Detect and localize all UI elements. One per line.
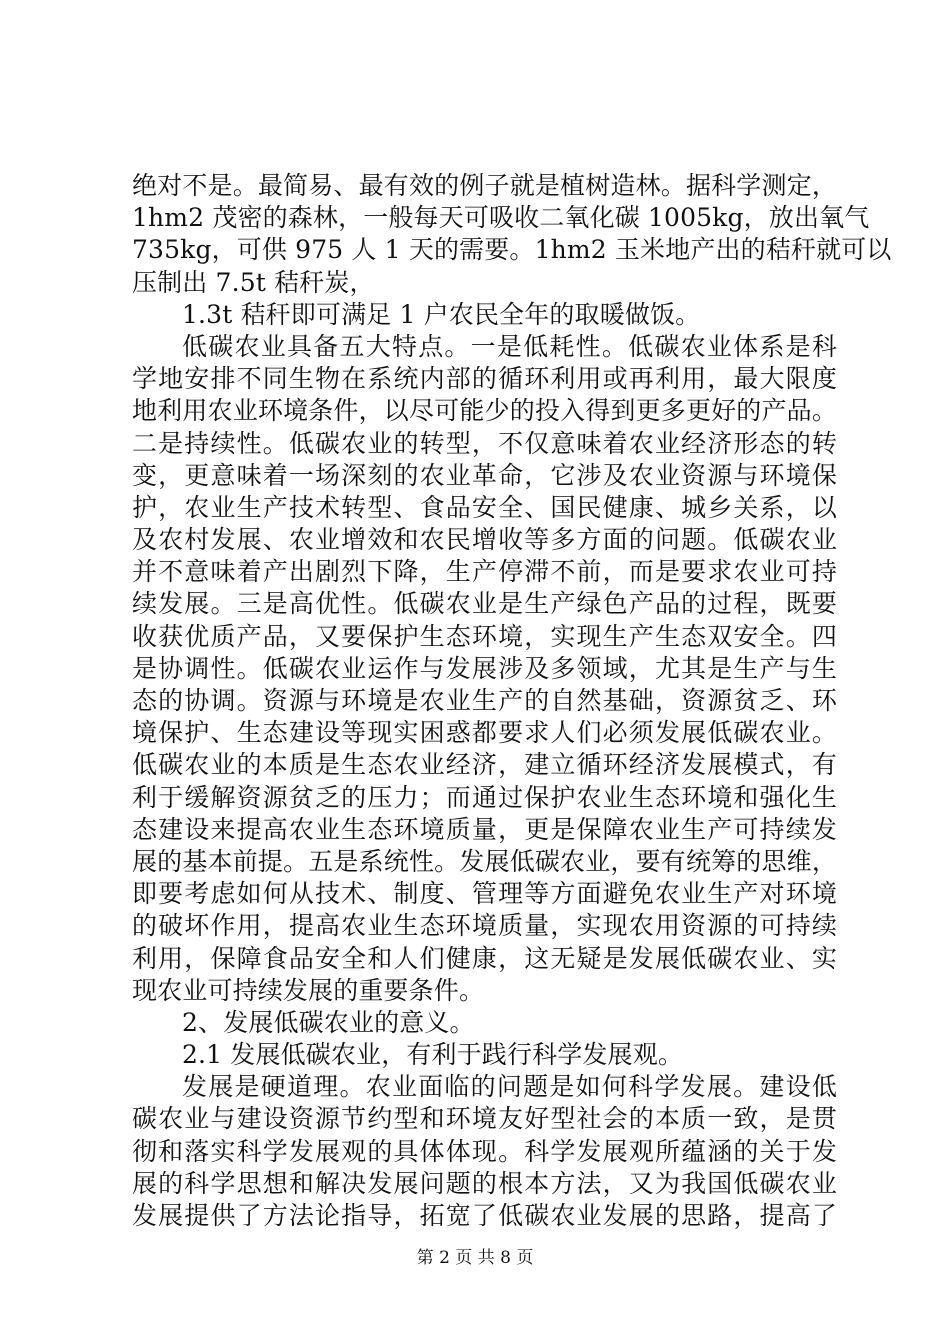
text-line: 碳农业与建设资源节约型和环境友好型社会的本质一致，是贯 <box>132 1104 837 1134</box>
text-line: 态的协调。资源与环境是农业生产的自然基础，资源贫乏、环 <box>132 686 837 715</box>
text-line: 1.3t 秸秆即可满足 1 户农民全年的取暖做饭。 <box>182 299 701 329</box>
document-body <box>132 170 892 1232</box>
text-line: 2.1 发展低碳农业，有利于践行科学发展观。 <box>182 1040 684 1070</box>
text-line: 低碳农业具备五大特点。一是低耗性。低碳农业体系是科 <box>182 331 837 361</box>
text-line: 续发展。三是高优性。低碳农业是生产绿色产品的过程，既要 <box>132 589 837 619</box>
text-line: 及农村发展、农业增效和农民增收等多方面的问题。低碳农业 <box>132 525 837 555</box>
text-line: 压制出 7.5t 秸秆炭， <box>132 267 375 297</box>
text-line: 现农业可持续发展的重要条件。 <box>132 975 485 1005</box>
text-line: 735kg，可供 975 人 1 天的需要。1hm2 玉米地产出的秸秆就可以 <box>132 235 892 265</box>
text-line: 学地安排不同生物在系统内部的循环利用或再利用，最大限度 <box>132 364 837 394</box>
text-line: 发展是硬道理。农业面临的问题是如何科学发展。建设低 <box>182 1072 837 1102</box>
text-line: 地利用农业环境条件，以尽可能少的投入得到更多更好的产品。 <box>132 396 837 426</box>
text-line: 2、发展低碳农业的意义。 <box>182 1007 475 1037</box>
text-line: 1hm2 茂密的森林，一般每天可吸收二氧化碳 1005kg，放出氧气 <box>132 203 870 233</box>
text-line: 境保护、生态建设等现实困惑都要求人们必须发展低碳农业。 <box>132 718 837 748</box>
text-line: 二是持续性。低碳农业的转型，不仅意味着农业经济形态的转 <box>132 428 837 458</box>
text-line: 的破坏作用，提高农业生态环境质量，实现农用资源的可持续 <box>132 911 837 941</box>
text-line: 低碳农业的本质是生态农业经济，建立循环经济发展模式，有 <box>132 750 837 780</box>
text-line: 绝对不是。最简易、最有效的例子就是植树造林。据科学测定， <box>132 171 837 200</box>
text-line: 态建设来提高农业生态环境质量，更是保障农业生产可持续发 <box>132 814 837 844</box>
text-line: 展的科学思想和解决发展问题的根本方法，又为我国低碳农业 <box>132 1168 837 1198</box>
text-line: 展的基本前提。五是系统性。发展低碳农业，要有统筹的思维， <box>132 846 837 876</box>
text-line: 变，更意味着一场深刻的农业革命，它涉及农业资源与环境保 <box>132 460 837 490</box>
text-line: 收获优质产品，又要保护生态环境，实现生产生态双安全。四 <box>132 621 837 651</box>
text-line: 即要考虑如何从技术、制度、管理等方面避免农业生产对环境 <box>132 879 837 909</box>
text-line: 利用，保障食品安全和人们健康，这无疑是发展低碳农业、实 <box>132 943 837 973</box>
text-line: 发展提供了方法论指导，拓宽了低碳农业发展的思路，提高了 <box>132 1201 837 1230</box>
text-line: 并不意味着产出剧烈下降，生产停滞不前，而是要求农业可持 <box>132 557 837 587</box>
page-number-footer: 第 2 页 共 8 页 <box>416 1248 534 1268</box>
text-line: 利于缓解资源贫乏的压力；而通过保护农业生态环境和强化生 <box>132 782 837 812</box>
text-line: 彻和落实科学发展观的具体体现。科学发展观所蕴涵的关于发 <box>132 1136 837 1166</box>
text-line: 是协调性。低碳农业运作与发展涉及多领域，尤其是生产与生 <box>132 653 837 683</box>
text-line: 护，农业生产技术转型、食品安全、国民健康、城乡关系，以 <box>132 492 837 522</box>
